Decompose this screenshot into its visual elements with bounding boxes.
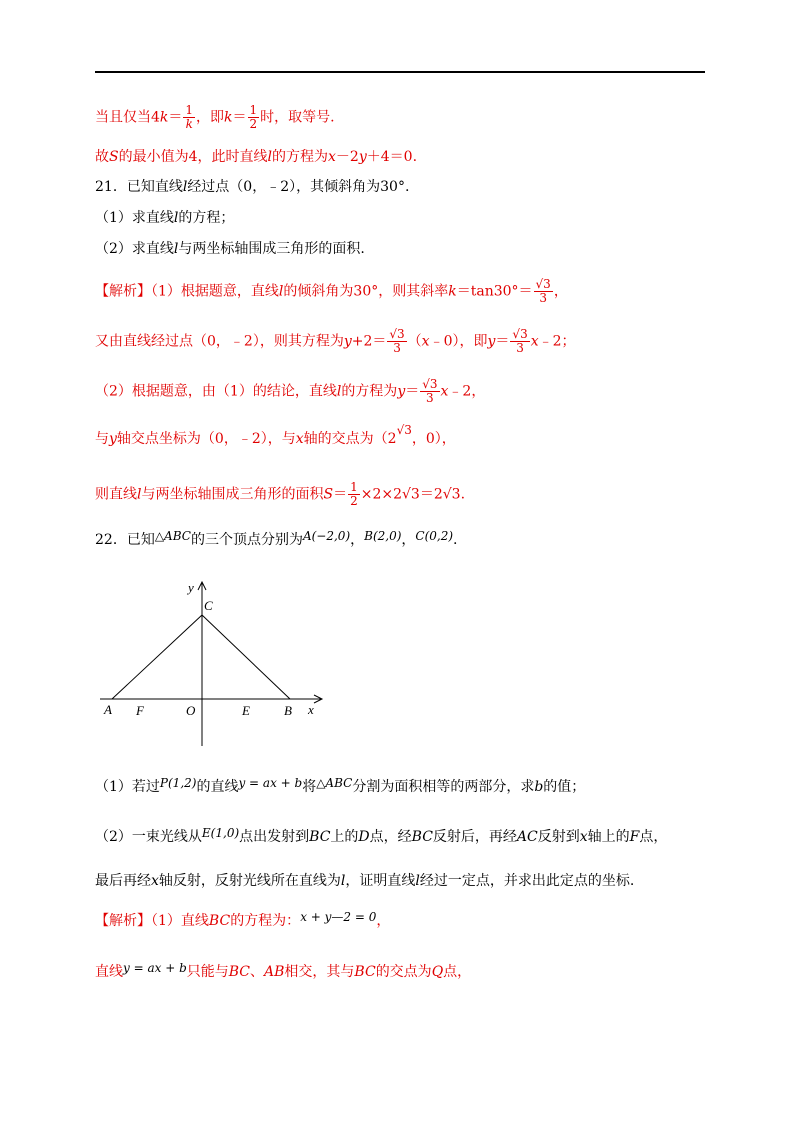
numerator: √3 bbox=[512, 327, 528, 341]
text: ， bbox=[553, 283, 568, 300]
segment-bc: BC bbox=[411, 829, 433, 845]
question-22-part-2-cont bbox=[95, 872, 634, 890]
text: ﹣2； bbox=[538, 333, 576, 350]
text: （2）求直线 bbox=[95, 241, 174, 257]
var-y: y bbox=[487, 333, 496, 350]
text: 又由直线经过点（0，﹣2），则其方程为 bbox=[95, 333, 344, 350]
segment-bc: BC bbox=[354, 964, 376, 980]
question-22-part-2 bbox=[95, 828, 667, 846]
fraction-1-over-2 bbox=[248, 104, 260, 131]
segment-ab: AB bbox=[264, 964, 285, 980]
var-l: l bbox=[182, 179, 188, 195]
text: 相交，其与 bbox=[284, 964, 355, 980]
text: （2）根据题意，由（1）的结论，直线 bbox=[95, 383, 337, 400]
var-k: k bbox=[159, 109, 169, 126]
numerator: 1 bbox=[249, 103, 258, 117]
var-l: l bbox=[340, 873, 346, 889]
text: 分割为面积相等的两部分，求 bbox=[352, 779, 535, 795]
denominator: 3 bbox=[539, 291, 547, 305]
var-l: l bbox=[278, 283, 284, 300]
var-y: y bbox=[397, 383, 406, 400]
var-y: y bbox=[358, 149, 367, 165]
text: ×2×2 bbox=[360, 486, 402, 503]
numerator: √3 bbox=[535, 277, 551, 291]
text: 点， bbox=[443, 964, 472, 980]
text: 只能与 bbox=[186, 964, 229, 980]
segment-bc: BC bbox=[208, 913, 231, 929]
text: 的三个顶点分别为 bbox=[190, 532, 303, 548]
sqrt-3: √3 bbox=[402, 486, 420, 503]
var-x: x bbox=[421, 333, 430, 350]
text: ，即 bbox=[196, 109, 225, 126]
denominator: k bbox=[185, 117, 193, 131]
text: . bbox=[453, 532, 458, 548]
var-s: S bbox=[109, 149, 119, 165]
solution-line-min bbox=[95, 148, 417, 166]
segment-bc: BC bbox=[228, 964, 251, 980]
fraction-sqrt3-over-3 bbox=[420, 378, 439, 405]
solution-22-line-1 bbox=[95, 912, 390, 930]
question-21-part-2 bbox=[95, 240, 365, 258]
header-rule bbox=[95, 71, 705, 73]
var-l: l bbox=[173, 210, 179, 226]
var-b: b bbox=[534, 779, 544, 795]
text: 轴交点坐标为（0，﹣2），与 bbox=[116, 431, 296, 447]
triangle-abc: △ABC bbox=[154, 529, 191, 543]
text: 、 bbox=[250, 964, 265, 980]
text: ﹣0），即 bbox=[429, 333, 488, 350]
text: 的倾斜角为30°，则其斜率 bbox=[283, 283, 449, 300]
label-x: x bbox=[308, 702, 314, 717]
numerator: 1 bbox=[350, 480, 358, 494]
text: 最后再经 bbox=[95, 873, 151, 889]
text: 则直线 bbox=[95, 486, 137, 503]
point-d: D bbox=[358, 829, 370, 845]
text: 当且仅当4 bbox=[95, 109, 160, 126]
text: 与两坐标轴围成三角形的面积. bbox=[178, 241, 365, 257]
text: 的交点为 bbox=[375, 964, 432, 980]
var-l: l bbox=[267, 149, 272, 165]
var-x: x bbox=[295, 431, 304, 447]
text: 上的 bbox=[330, 829, 359, 845]
text: 的方程； bbox=[178, 210, 235, 226]
text: ，证明直线 bbox=[345, 873, 416, 889]
var-l: l bbox=[137, 486, 142, 503]
text: （1）直线 bbox=[151, 913, 209, 929]
fraction-1-over-k bbox=[183, 104, 195, 131]
denominator: 3 bbox=[393, 341, 401, 355]
var-l: l bbox=[173, 241, 179, 257]
solution-21-line-2 bbox=[95, 328, 576, 355]
sqrt-3: √3 bbox=[396, 423, 412, 437]
text: 经过点（0，﹣2），其倾斜角为30°. bbox=[187, 179, 410, 195]
label-b: B bbox=[284, 703, 292, 718]
var-k: k bbox=[448, 283, 457, 300]
solution-21-line-5 bbox=[95, 481, 465, 508]
var-s: S bbox=[323, 486, 334, 503]
text: 反射后，再经 bbox=[432, 829, 517, 845]
fraction-sqrt3-over-3 bbox=[387, 328, 406, 355]
var-x: x bbox=[151, 873, 159, 889]
text: （2）一束光线从 bbox=[95, 829, 202, 845]
text: ，0）， bbox=[411, 431, 456, 447]
text: 的最小值为4，此时直线 bbox=[118, 149, 268, 165]
var-l: l bbox=[336, 383, 342, 400]
text: 将 bbox=[302, 779, 317, 795]
point-e: E(1,0) bbox=[201, 826, 240, 840]
text: 轴反射，反射光线所在直线为 bbox=[158, 873, 341, 889]
text: 的直线 bbox=[196, 779, 239, 795]
numerator: √3 bbox=[422, 377, 438, 391]
text: （1）求直线 bbox=[95, 210, 174, 226]
text: ＝ bbox=[405, 383, 420, 400]
point-q: Q bbox=[431, 964, 444, 980]
question-22-part-1 bbox=[95, 778, 585, 796]
fraction-sqrt3-over-3 bbox=[534, 278, 553, 305]
var-x: x bbox=[530, 333, 539, 350]
text: 直线 bbox=[95, 964, 123, 980]
line-equation: y = ax + b bbox=[238, 776, 303, 790]
solution-21-line-1 bbox=[95, 278, 568, 305]
label-y: y bbox=[188, 580, 194, 595]
text: ， bbox=[376, 913, 391, 929]
label-f: F bbox=[136, 703, 144, 718]
text: 的方程为 bbox=[272, 149, 328, 165]
fraction-sqrt3-over-3 bbox=[510, 328, 529, 355]
segment-bc bbox=[202, 615, 290, 699]
point-a: A(−2,0) bbox=[302, 529, 351, 543]
text: +2＝ bbox=[351, 333, 387, 350]
sqrt-3: √3 bbox=[442, 486, 461, 503]
label-a: A bbox=[104, 702, 112, 717]
segment-bc: BC bbox=[309, 829, 331, 845]
denominator: 3 bbox=[426, 391, 434, 405]
text: 的值； bbox=[543, 779, 586, 795]
text: 反射到 bbox=[537, 829, 580, 845]
solution-21-line-3 bbox=[95, 378, 485, 405]
text: ﹣2， bbox=[448, 383, 486, 400]
text: （1）若过 bbox=[95, 779, 160, 795]
text: ， bbox=[350, 532, 365, 548]
text: 时，取等号. bbox=[260, 109, 335, 126]
point-f: F bbox=[629, 829, 640, 845]
solution-21-line-4 bbox=[95, 423, 456, 448]
text: （ bbox=[407, 333, 422, 350]
text: 与 bbox=[95, 431, 109, 447]
text: ＝ bbox=[168, 109, 183, 126]
var-l: l bbox=[415, 873, 420, 889]
text: －2 bbox=[335, 149, 359, 165]
question-22 bbox=[95, 531, 457, 549]
text: 与两坐标轴围成三角形的面积 bbox=[141, 486, 324, 503]
text: 轴的交点为（2 bbox=[303, 431, 397, 447]
label-c: C bbox=[204, 598, 213, 613]
text: ＋4＝0. bbox=[366, 149, 418, 165]
text: ， bbox=[401, 532, 416, 548]
text: 点，经 bbox=[369, 829, 412, 845]
solution-22-line-2 bbox=[95, 963, 471, 981]
text: ＝2 bbox=[419, 486, 443, 503]
point-p: P(1,2) bbox=[159, 776, 197, 790]
var-x: x bbox=[579, 829, 588, 845]
text: 点， bbox=[639, 829, 668, 845]
text: ＝ bbox=[333, 486, 348, 503]
question-21 bbox=[95, 178, 409, 196]
label-e: E bbox=[242, 703, 250, 718]
text: 点出发射到 bbox=[239, 829, 310, 845]
var-y: y bbox=[109, 431, 117, 447]
text: 轴上的 bbox=[587, 829, 630, 845]
text: ＝ bbox=[495, 333, 510, 350]
denominator: 3 bbox=[516, 341, 524, 355]
var-k: k bbox=[224, 109, 233, 126]
triangle-abc: △ABC bbox=[316, 776, 353, 790]
label-o: O bbox=[186, 703, 196, 718]
point-b: B(2,0) bbox=[364, 529, 402, 543]
text: 22．已知 bbox=[95, 532, 155, 548]
var-y: y bbox=[343, 333, 352, 350]
line-bc-equation: x + y—2 = 0 bbox=[300, 910, 377, 924]
text: ＝tan30°＝ bbox=[456, 283, 533, 300]
text: （1）根据题意，直线 bbox=[151, 283, 279, 300]
numerator: 1 bbox=[185, 103, 194, 117]
denominator: 2 bbox=[249, 117, 258, 131]
text: 经过一定点，并求出此定点的坐标. bbox=[419, 873, 635, 889]
fraction-1-over-2 bbox=[348, 481, 360, 508]
text: 21．已知直线 bbox=[95, 179, 183, 195]
point-c: C(0,2) bbox=[415, 529, 454, 543]
denominator: 2 bbox=[350, 494, 358, 508]
segment-ac: AC bbox=[516, 829, 538, 845]
var-x: x bbox=[440, 383, 449, 400]
text: 故 bbox=[95, 149, 109, 165]
text: 的方程为： bbox=[230, 913, 301, 929]
triangle-figure bbox=[100, 578, 340, 750]
question-21-part-1 bbox=[95, 209, 234, 227]
segment-ac bbox=[112, 615, 202, 699]
text: . bbox=[460, 486, 466, 503]
var-x: x bbox=[328, 149, 336, 165]
numerator: √3 bbox=[389, 327, 405, 341]
text: ＝ bbox=[232, 109, 247, 126]
line-equation: y = ax + b bbox=[123, 961, 187, 975]
solution-line-equality bbox=[95, 104, 335, 131]
text: 的方程为 bbox=[341, 383, 398, 400]
analysis-tag: 【解析】 bbox=[95, 283, 151, 300]
analysis-tag: 【解析】 bbox=[95, 913, 151, 929]
